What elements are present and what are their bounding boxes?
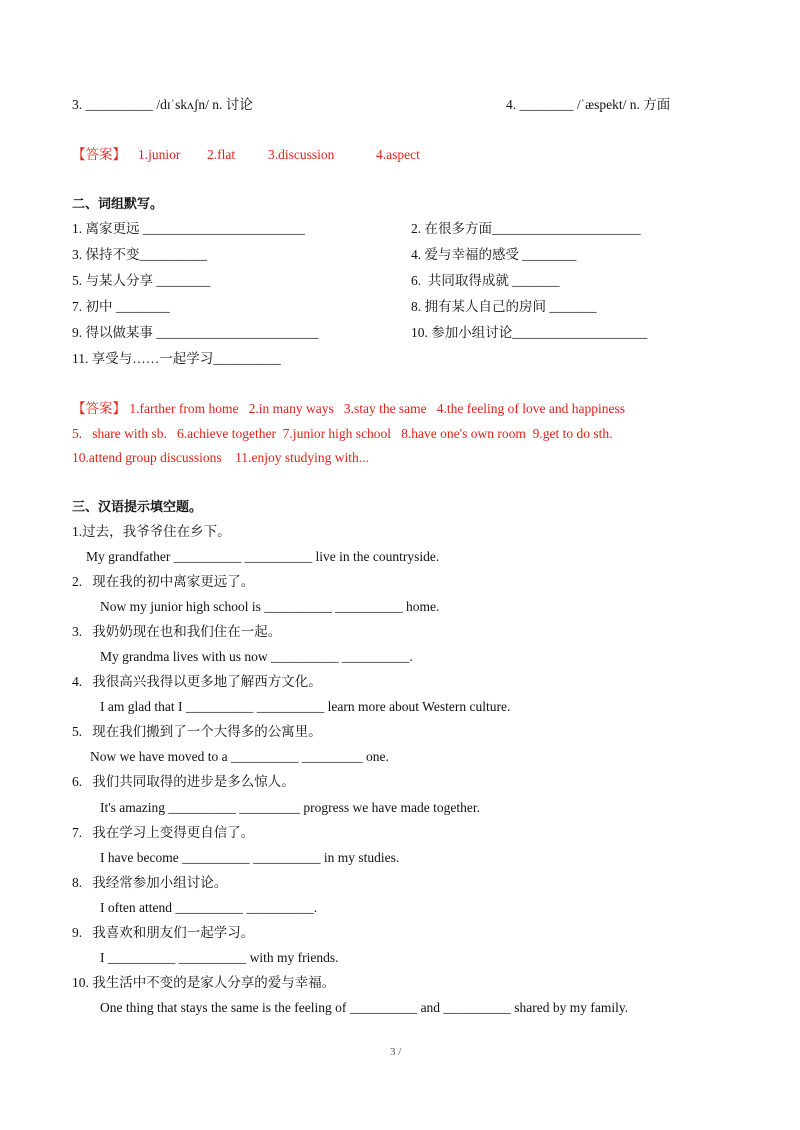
- answer1-a3: 3.discussion: [268, 147, 335, 162]
- answer1-a1: 1.junior: [138, 147, 181, 162]
- question-9-cn: 9. 我喜欢和朋友们一起学习。: [72, 925, 255, 940]
- question-10-cn: 10. 我生活中不变的是家人分享的爱与幸福。: [72, 975, 336, 990]
- question-2-cn: 2. 现在我的初中离家更远了。: [72, 574, 255, 589]
- question-1-en: My grandfather __________ __________ live in the countryside.: [86, 549, 440, 564]
- phrase-item-5: 5. 与某人分享 ________: [72, 273, 211, 288]
- question-8-en: I often attend __________ __________.: [100, 900, 318, 915]
- question-4-en: I am glad that I __________ __________ learn more about Western culture.: [100, 699, 511, 714]
- question-1-cn: 1.过去，我爷爷住在乡下。: [72, 524, 231, 539]
- question-6-cn: 6. 我们共同取得的进步是多么惊人。: [72, 774, 295, 789]
- answer-tag-1: 【答案】: [72, 147, 126, 162]
- question-5-cn: 5. 现在我们搬到了一个大得多的公寓里。: [72, 724, 322, 739]
- question-3-en: My grandma lives with us now __________ __________.: [100, 649, 413, 664]
- phrase-item-9: 9. 得以做某事 ________________________: [72, 325, 319, 340]
- vocab-item-3: 3. __________ /dɪˈskʌʃn/ n. 讨论: [72, 97, 253, 112]
- phrase-item-4: 4. 爱与幸福的感受 ________: [411, 247, 577, 262]
- phrase-item-10: 10. 参加小组讨论____________________: [411, 325, 648, 340]
- question-7-en: I have become __________ __________ in my studies.: [100, 850, 400, 865]
- phrase-item-3: 3. 保持不变__________: [72, 247, 207, 262]
- answer2-line-3: 10.attend group discussions 11.enjoy studying with...: [72, 450, 369, 465]
- question-4-cn: 4. 我很高兴我得以更多地了解西方文化。: [72, 674, 322, 689]
- page-number: 3 /: [390, 1046, 402, 1058]
- question-9-en: I __________ __________ with my friends.: [100, 950, 339, 965]
- section3-title: 三、汉语提示填空题。: [72, 500, 203, 515]
- phrase-item-11: 11. 享受与……一起学习__________: [72, 351, 281, 366]
- answer2-line-2: 5. share with sb. 6.achieve together 7.junior high school 8.have one's own room 9.get to do sth.: [72, 426, 613, 441]
- question-6-en: It's amazing __________ _________ progress we have made together.: [100, 800, 480, 815]
- section2-title: 二、词组默写。: [72, 197, 164, 212]
- question-3-cn: 3. 我奶奶现在也和我们住在一起。: [72, 624, 282, 639]
- phrase-item-6: 6. 共同取得成就 _______: [411, 273, 560, 288]
- question-7-cn: 7. 我在学习上变得更自信了。: [72, 825, 255, 840]
- question-5-en: Now we have moved to a __________ _________ one.: [90, 749, 389, 764]
- vocab-item-4: 4. ________ /ˈæspekt/ n. 方面: [506, 97, 671, 112]
- phrase-item-2: 2. 在很多方面______________________: [411, 221, 641, 236]
- phrase-item-1: 1. 离家更远 ________________________: [72, 221, 305, 236]
- phrase-item-7: 7. 初中 ________: [72, 299, 170, 314]
- answer1-a2: 2.flat: [207, 147, 236, 162]
- answer1-a4: 4.aspect: [376, 147, 420, 162]
- question-8-cn: 8. 我经常参加小组讨论。: [72, 875, 228, 890]
- answer2-line-1: 【答案】 1.farther from home 2.in many ways 3.stay the same 4.the feeling of love and happiness: [72, 401, 625, 416]
- phrase-item-8: 8. 拥有某人自己的房间 _______: [411, 299, 597, 314]
- question-2-en: Now my junior high school is __________ __________ home.: [100, 599, 440, 614]
- question-10-en: One thing that stays the same is the feeling of __________ and __________ shared by my family.: [100, 1000, 629, 1015]
